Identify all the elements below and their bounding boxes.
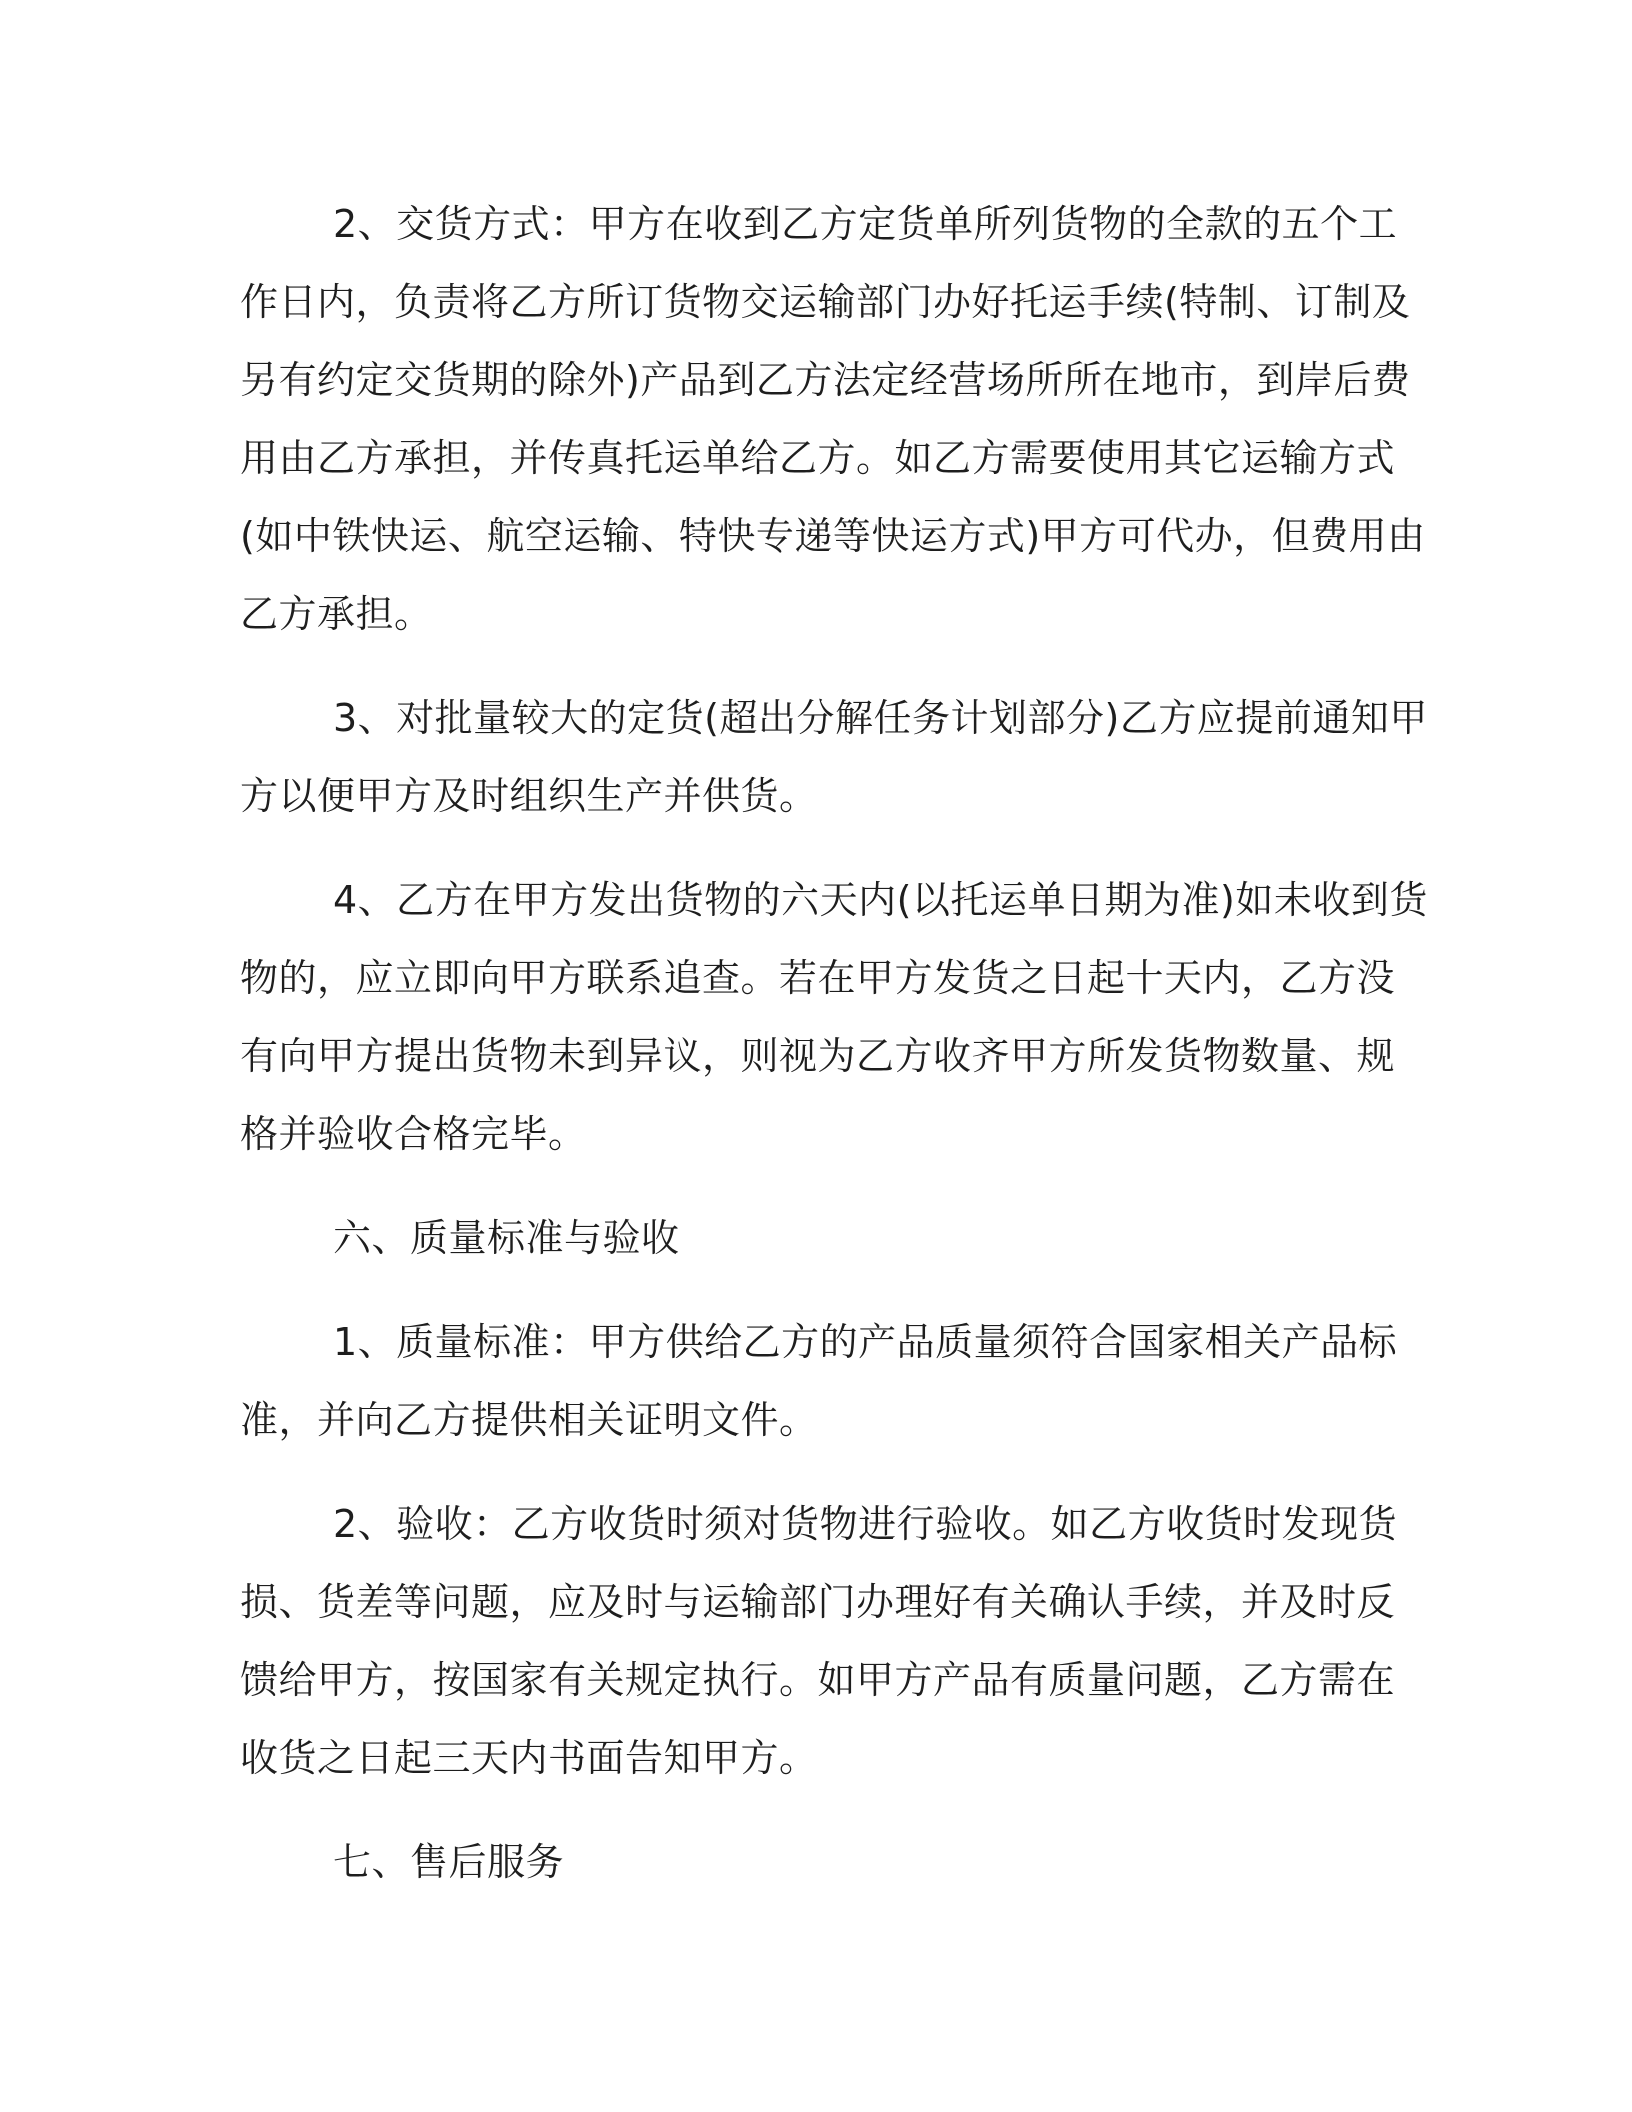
paragraph-line: 方以便甲方及时组织生产并供货。 [240,774,818,818]
paragraph-line: 馈给甲方，按国家有关规定执行。如甲方产品有质量问题，乙方需在 [240,1658,1396,1702]
paragraph-line: (如中铁快运、航空运输、特快专递等快运方式)甲方可代办，但费用由 [240,514,1426,558]
clause-large-order-notice [240,679,1428,835]
clause-non-receipt [240,861,1428,1173]
paragraph-line: 3、对批量较大的定货(超出分解任务计划部分)乙方应提前通知甲 [333,696,1428,740]
section-heading-after-sales [240,1823,1420,1901]
paragraph-line: 1、质量标准：甲方供给乙方的产品质量须符合国家相关产品标 [333,1320,1398,1364]
clause-acceptance [240,1485,1420,1797]
section-heading: 六、质量标准与验收 [333,1216,680,1260]
paragraph-line: 用由乙方承担，并传真托运单给乙方。如乙方需要使用其它运输方式 [240,436,1396,480]
section-heading: 七、售后服务 [333,1840,565,1884]
paragraph-line: 格并验收合格完毕。 [240,1112,587,1156]
clause-delivery-method [240,185,1426,653]
paragraph-line: 乙方承担。 [240,592,433,636]
paragraph-line: 有向甲方提出货物未到异议，则视为乙方收齐甲方所发货物数量、规 [240,1034,1396,1078]
clause-quality-standard [240,1303,1420,1459]
paragraph-line: 收货之日起三天内书面告知甲方。 [240,1736,818,1780]
paragraph-line: 作日内，负责将乙方所订货物交运输部门办好托运手续(特制、订制及 [240,280,1411,324]
paragraph-line: 损、货差等问题，应及时与运输部门办理好有关确认手续，并及时反 [240,1580,1396,1624]
paragraph-line: 物的，应立即向甲方联系追查。若在甲方发货之日起十天内，乙方没 [240,956,1396,1000]
paragraph-line: 另有约定交货期的除外)产品到乙方法定经营场所所在地市，到岸后费 [240,358,1411,402]
paragraph-line: 准，并向乙方提供相关证明文件。 [240,1398,818,1442]
document-body [240,185,1428,1927]
paragraph-line: 2、验收：乙方收货时须对货物进行验收。如乙方收货时发现货 [333,1502,1398,1546]
section-heading-quality [240,1199,1420,1277]
paragraph-line: 2、交货方式：甲方在收到乙方定货单所列货物的全款的五个工 [333,202,1398,246]
paragraph-line: 4、乙方在甲方发出货物的六天内(以托运单日期为准)如未收到货 [333,878,1428,922]
